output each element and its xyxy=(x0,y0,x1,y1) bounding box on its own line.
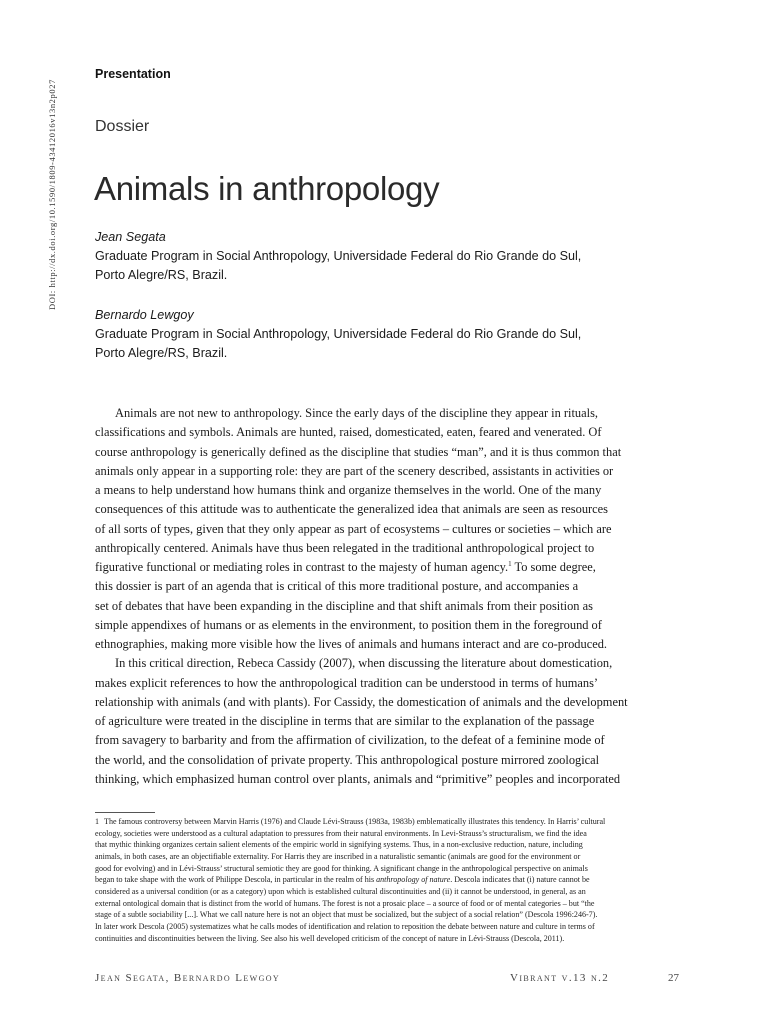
kicker-label: Dossier xyxy=(95,118,150,135)
section-label: Presentation xyxy=(95,67,171,81)
footer-authors: Jean Segata, Bernardo Lewgoy xyxy=(95,972,281,984)
body-line: anthropically centered. Animals have thus been relegated in the traditional anthropological project to xyxy=(95,540,595,555)
body-line: the world, and the consolidation of private property. This anthropological posture mirrored zoological xyxy=(95,752,600,767)
footnote-line: stage of a subtle sociability [...]. What we call nature here is not an object that must be socialized, but the subject of a social relation” (Descola 1996:246-7). xyxy=(95,910,598,920)
body-line: consequences of this attitude was to authenticate the generalized idea that animals are seen as resources xyxy=(95,502,608,517)
body-paragraph xyxy=(95,654,685,789)
body-line: of all sorts of types, given that they only appear as part of ecosystems – cultures or societies – which are xyxy=(95,521,612,536)
body-line: this dossier is part of an agenda that is critical of this more traditional posture, and accompanies a xyxy=(95,579,579,594)
footer-journal: Vibrant v.13 n.2 xyxy=(510,972,610,984)
footnote-line: continuities and discontinuities between the living. See also his well developed criticism of the concept of nature in Lévi-Strauss (Descola, 2011). xyxy=(95,933,565,943)
author-affiliation: Graduate Program in Social Anthropology, Universidade Federal do Rio Grande do Sul, xyxy=(95,327,582,341)
author-affiliation-city: Porto Alegre/RS, Brazil. xyxy=(95,346,228,360)
footnote xyxy=(95,816,685,944)
body-line: relationship with animals (and with plants). For Cassidy, the domestication of animals and the development xyxy=(95,694,628,709)
footnote-line: animals, in both cases, are an objectifiable externality. For Harris they are inscribed in a naturalistic semantic (animals are good for the environment or xyxy=(95,851,581,861)
footnote-line-text: began to take shape with the work of Philippe Descola, in particular in the realm of his xyxy=(95,875,375,885)
body-line: from savagery to barbarity and from the affirmation of civilization, to the defeat of a feminine mode of xyxy=(95,733,605,748)
body-line-text: To some degree, xyxy=(511,560,596,574)
footnote-line xyxy=(95,874,685,886)
footnote-line: considered as a universal condition (or as a category) upon which is established cultural discontinuities and (ii) it cannot be understood, in general, as an xyxy=(95,886,586,896)
body-line: ethnographies, making more visible how the lives of animals and humans interact and are co-produced. xyxy=(95,637,607,651)
author-name: Bernardo Lewgoy xyxy=(95,308,194,322)
footnote-line: ecology, societies were understood as a cultural adaptation to pressures from their natural environments. In Levi-Strauss’s structuralism, we find the idea xyxy=(95,828,587,838)
author-name: Jean Segata xyxy=(95,230,166,244)
footnote-marker[interactable]: 1 xyxy=(508,559,512,568)
footnote-italic: anthropology of nature xyxy=(376,875,451,885)
footnote-line: good for evolving) and in Lévi-Strauss’ structural semiotic they are good for thinking. A significant change in the anthropological perspective on animals xyxy=(95,863,588,873)
body-line: makes explicit references to how the anthropological tradition can be understood in terms of humans’ xyxy=(95,675,599,690)
page-number: 27 xyxy=(668,972,679,984)
body-line: course anthropology is generically defined as the discipline that studies “man”, and it is thus common that xyxy=(95,444,622,459)
footnote-line: that mythic thinking organizes certain salient elements of the empiric world in signifying systems. Thus, in a non-exclusive reduction, nature, including xyxy=(95,840,583,850)
footnote-line xyxy=(95,816,685,828)
body-line: thinking, which emphasized human control over plants, animals and “primitive” peoples and incorporated xyxy=(95,771,621,786)
footnote-divider xyxy=(95,812,155,813)
article-title: Animals in anthropology xyxy=(94,170,440,207)
body-line: classifications and symbols. Animals are hunted, raised, domesticated, eaten, feared and venerated. Of xyxy=(95,425,602,440)
footnote-number: 1 xyxy=(95,817,100,826)
body-line: Animals are not new to anthropology. Since the early days of the discipline they appear in rituals, xyxy=(115,406,598,420)
body-line: simple appendixes of humans or as elements in the environment, to position them in the foreground of xyxy=(95,617,602,632)
article-body xyxy=(95,404,685,789)
body-line: In this critical direction, Rebeca Cassidy (2007), when discussing the literature about domestication, xyxy=(115,656,613,671)
footnote-line-text: . Descola indicates that (i) nature cannot be xyxy=(450,875,590,885)
footnote-line: external ontological domain that is distinct from the world of humans. The forest is not a prosaic place – a source of food or of mental categories – but “the xyxy=(95,898,595,908)
author-block xyxy=(95,306,695,363)
author-affiliation: Graduate Program in Social Anthropology, Universidade Federal do Rio Grande do Sul, xyxy=(95,249,582,263)
body-line xyxy=(95,558,685,577)
author-affiliation-city: Porto Alegre/RS, Brazil. xyxy=(95,268,228,282)
footnote-line-text: The famous controversy between Marvin Harris (1976) and Claude Lévi-Strauss (1983a, 1983b) emblematically illustrates this tendency. In Harris’ cultural xyxy=(104,817,606,826)
body-line: a means to help understand how humans think and organize themselves in the world. One of the many xyxy=(95,483,602,497)
doi-label[interactable]: DOI: http://dx.doi.org/10.1590/1809-43412016v13n2p027 xyxy=(47,79,57,310)
footnote-line: In later work Descola (2005) systematizes what he calls modes of identification and relation to reposition the debate between nature and culture in terms of xyxy=(95,921,595,931)
body-line-text: figurative functional or mediating roles in contrast to the majesty of human agency. xyxy=(95,560,509,574)
body-line: animals only appear in a supporting role: they are part of the scenery described, assistants in activities or xyxy=(95,463,614,478)
author-block xyxy=(95,228,695,285)
body-line: of agriculture were treated in the discipline in terms that are similar to the explanation of the passage xyxy=(95,714,595,728)
body-line: set of debates that have been expanding in the discipline and that shift animals from their position as xyxy=(95,598,593,613)
body-paragraph xyxy=(95,404,685,654)
